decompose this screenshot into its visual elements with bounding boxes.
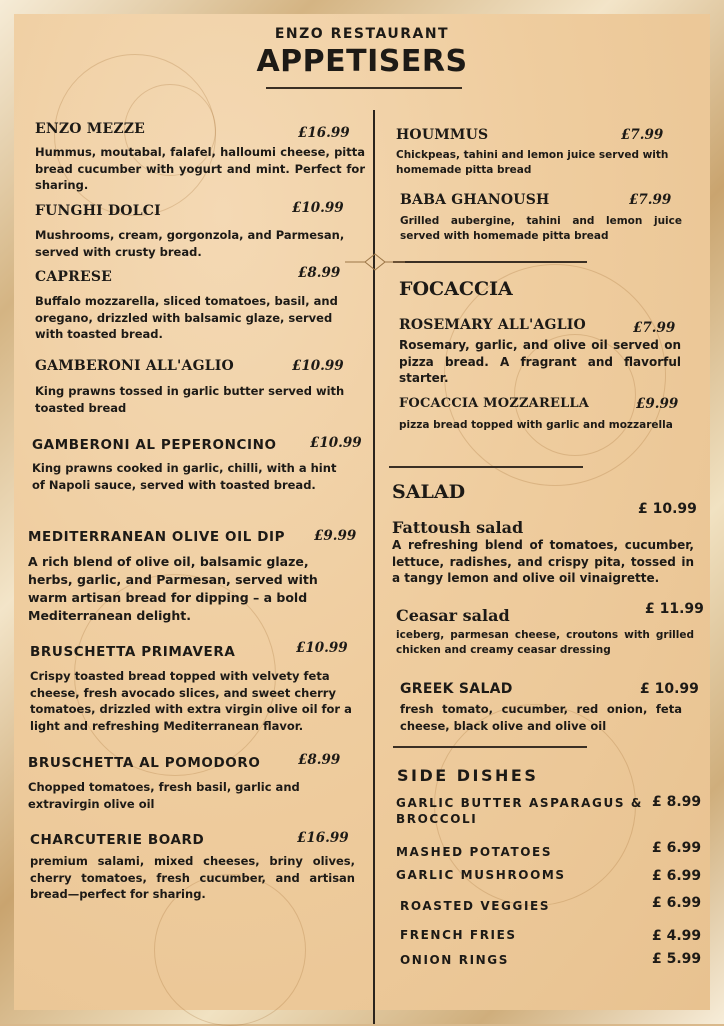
menu-item-description: A rich blend of olive oil, balsamic glaze, herbs, garlic, and Parmesan, served with warm artisan bread for dipping – a bold Mediterranean delight. [28, 554, 318, 623]
menu-item-name: BABA GHANOUSH [400, 192, 550, 208]
menu-item-description: iceberg, parmesan cheese, croutons with grilled chicken and creamy ceasar dressing [396, 629, 694, 656]
menu-item-description: Grilled aubergine, tahini and lemon juice served with homemade pitta bread [400, 215, 682, 242]
menu-item-price: £9.99 [314, 528, 357, 544]
side-dish-price: £ 8.99 [652, 794, 702, 810]
side-dish-price: £ 6.99 [652, 895, 702, 911]
menu-item-name: GREEK SALAD [400, 681, 513, 697]
restaurant-name: ENZO RESTAURANT [274, 26, 450, 42]
menu-item-name: FOCACCIA MOZZARELLA [399, 396, 590, 411]
menu-item-name: HOUMMUS [396, 127, 489, 143]
menu-item-name: Fattoush salad [392, 518, 524, 537]
menu-item-name: ENZO MEZZE [35, 121, 146, 137]
side-dish-name: ONION RINGS [400, 953, 509, 967]
menu-item-price: £7.99 [621, 127, 664, 143]
menu-item-name: GAMBERONI AL PEPERONCINO [32, 437, 277, 453]
menu-item-price: £10.99 [292, 200, 344, 216]
menu-item-name: CHARCUTERIE BOARD [30, 832, 205, 848]
column-divider [373, 110, 375, 1024]
menu-item-name: CAPRESE [35, 269, 113, 285]
menu-item-name: ROSEMARY ALL'AGLIO [399, 317, 586, 333]
title-underline [266, 87, 462, 89]
menu-item-description: pizza bread topped with garlic and mozzarella [399, 419, 673, 431]
menu-item-name: Ceasar salad [396, 606, 510, 625]
menu-item-description: King prawns tossed in garlic butter served with toasted bread [35, 384, 345, 415]
menu-item-description: fresh tomato, cucumber, red onion, feta cheese, black olive and olive oil [400, 702, 682, 733]
menu-item-price: £ 11.99 [645, 601, 704, 617]
menu-item-description: A refreshing blend of tomatoes, cucumber, lettuce, radishes, and crispy pita, tossed in a tangy lemon and olive oil vinaigrette. [392, 538, 694, 585]
menu-item-name: MEDITERRANEAN OLIVE OIL DIP [28, 529, 286, 545]
section-divider [393, 746, 587, 748]
menu-item-name: FUNGHI DOLCI [35, 203, 161, 219]
menu-item-description: premium salami, mixed cheeses, briny olives, cherry tomatoes, fresh cucumber, and artisan bread—perfect for sharing. [30, 854, 355, 901]
side-dish-price: £ 5.99 [652, 951, 702, 967]
menu-item-description: Buffalo mozzarella, sliced tomatoes, basil, and oregano, drizzled with balsamic glaze, served with toasted bread. [35, 294, 338, 341]
side-dish-name: FRENCH FRIES [400, 928, 517, 942]
diamond-ornament [345, 252, 405, 272]
menu-item-price: £16.99 [297, 830, 349, 846]
page-title: APPETISERS [256, 44, 468, 79]
menu-item-price: £16.99 [298, 125, 350, 141]
menu-item-price: £10.99 [310, 435, 362, 451]
side-dish-name: GARLIC MUSHROOMS [396, 868, 566, 882]
menu-item-price: £9.99 [636, 396, 679, 412]
menu-item-price: £ 10.99 [638, 501, 697, 517]
menu-item-description: Chopped tomatoes, fresh basil, garlic and extravirgin olive oil [28, 780, 300, 811]
side-dish-name: ROASTED VEGGIES [400, 899, 551, 913]
menu-item-price: £10.99 [296, 640, 348, 656]
menu-item-name: BRUSCHETTA PRIMAVERA [30, 644, 236, 660]
section-title-salad: SALAD [392, 481, 466, 503]
menu-item-name: GAMBERONI ALL'AGLIO [35, 358, 234, 374]
menu-item-price: £ 10.99 [640, 681, 699, 697]
side-dish-price: £ 6.99 [652, 840, 702, 856]
menu-item-price: £7.99 [633, 320, 676, 336]
side-dish-price: £ 4.99 [652, 928, 702, 944]
menu-item-description: Mushrooms, cream, gorgonzola, and Parmesan, served with crusty bread. [35, 228, 345, 259]
side-dish-price: £ 6.99 [652, 868, 702, 884]
menu-item-description: Rosemary, garlic, and olive oil served on pizza bread. A fragrant and flavorful starter. [399, 338, 681, 385]
side-dish-name: GARLIC BUTTER ASPARAGUS & BROCCOLI [396, 796, 643, 826]
menu-item-description: Chickpeas, tahini and lemon juice served with homemade pitta bread [396, 149, 669, 176]
menu-item-price: £8.99 [298, 752, 341, 768]
menu-item-description: Crispy toasted bread topped with velvety feta cheese, fresh avocado slices, and sweet cherry tomatoes, drizzled with extra virgin olive oil for a light and refreshing Mediterranean flavor. [30, 669, 352, 733]
side-dish-name: MASHED POTATOES [396, 845, 553, 859]
section-title-side-dishes: SIDE DISHES [397, 766, 539, 785]
menu-item-name: BRUSCHETTA AL POMODORO [28, 755, 261, 771]
section-divider [393, 261, 587, 263]
section-title-focaccia: FOCACCIA [399, 278, 513, 300]
menu-item-price: £7.99 [629, 192, 672, 208]
menu-item-price: £8.99 [298, 265, 341, 281]
menu-item-description: King prawns cooked in garlic, chilli, with a hint of Napoli sauce, served with toasted bread. [32, 461, 337, 492]
menu-item-price: £10.99 [292, 358, 344, 374]
section-divider [389, 466, 583, 468]
menu-item-description: Hummus, moutabal, falafel, halloumi cheese, pitta bread cucumber with yogurt and mint. Perfect for sharing. [35, 145, 365, 192]
